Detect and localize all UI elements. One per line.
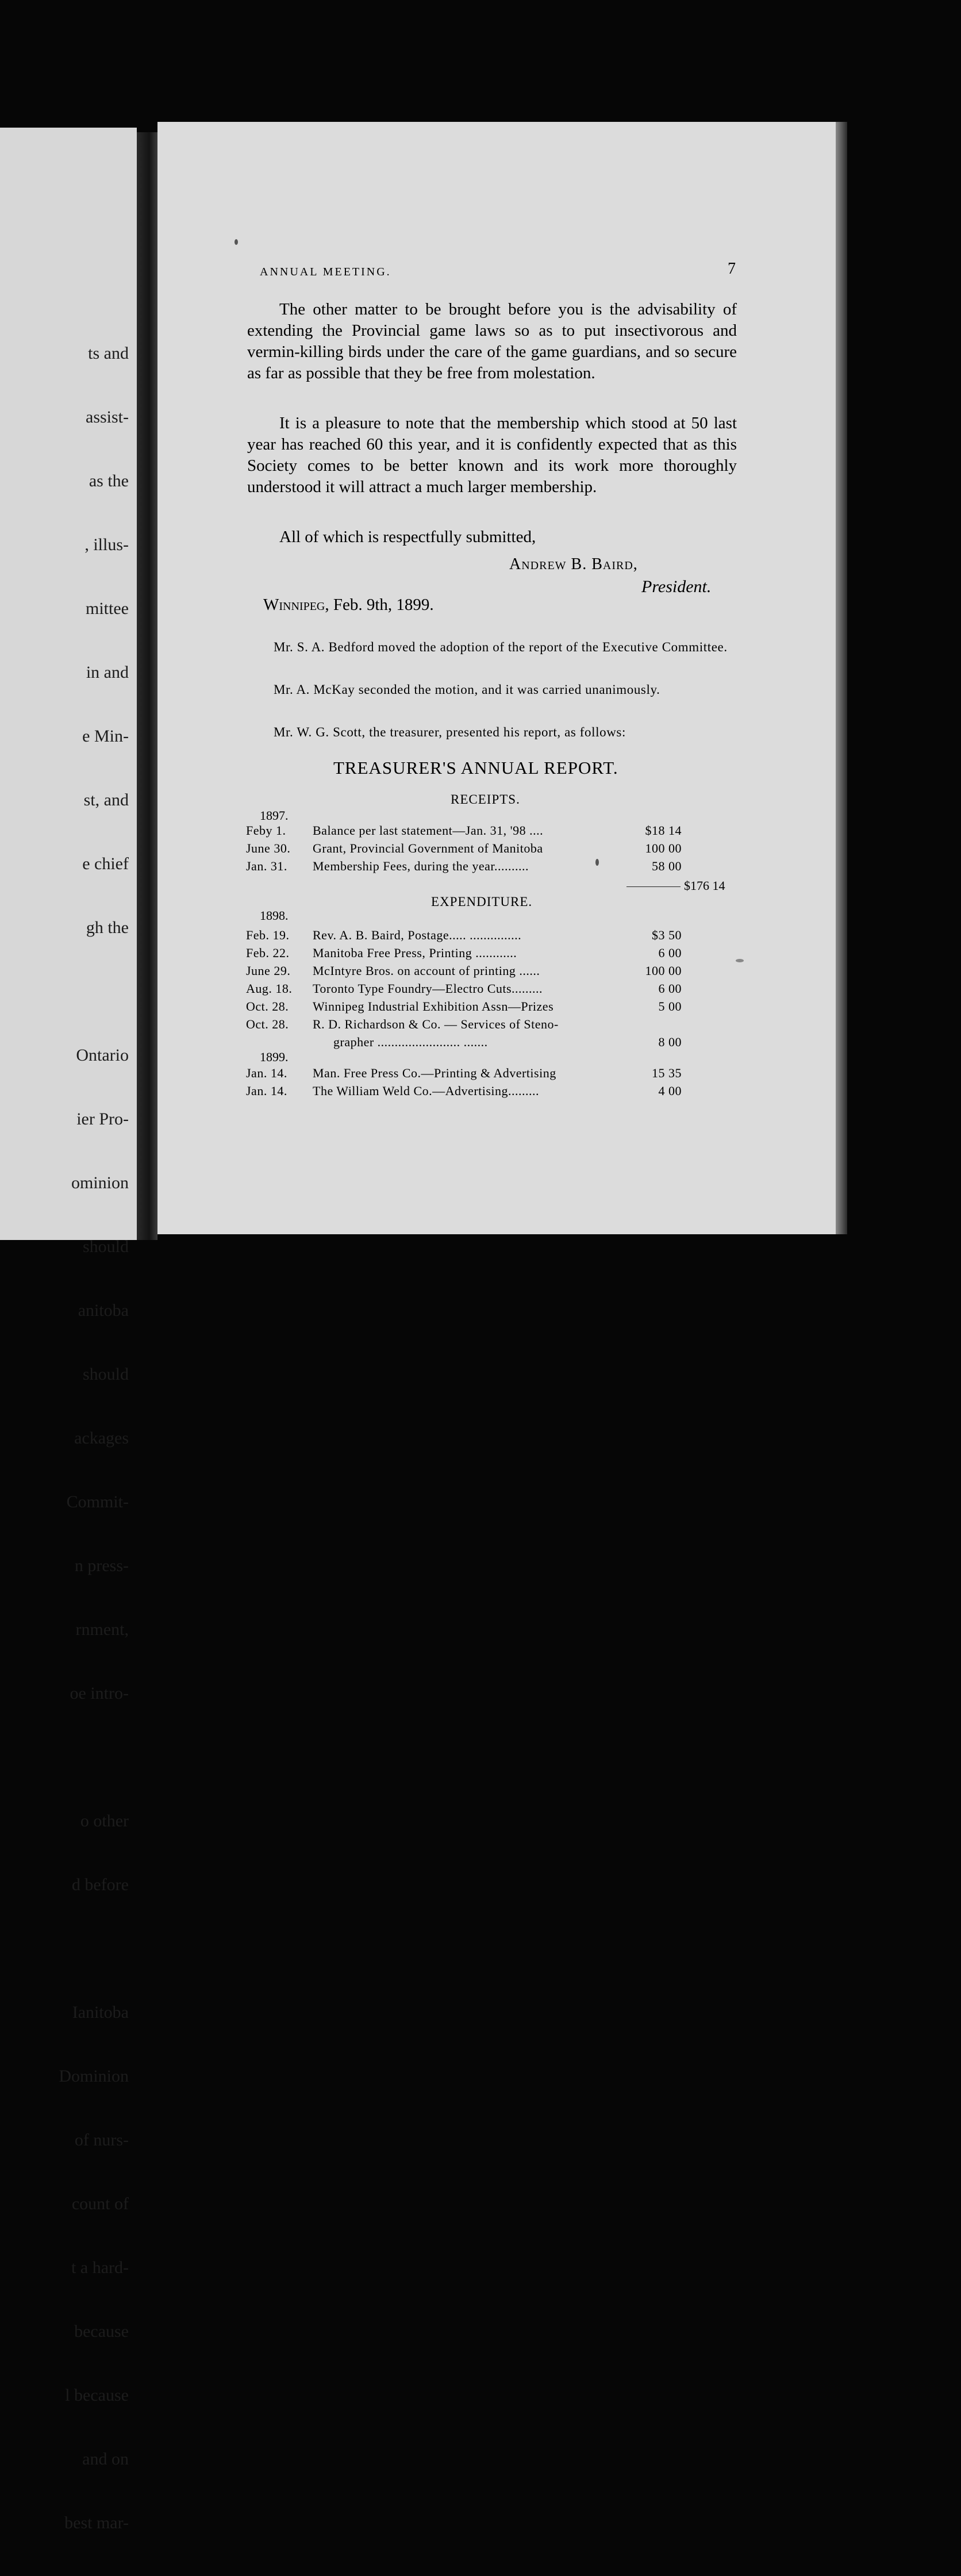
row-amount: $3 50 (652, 928, 682, 942)
row-date: Jan. 14. (246, 1084, 287, 1098)
paragraph-text: The other matter to be brought before you is the advisability of extending the Provincial game laws so as to put insectivorous and vermin-killing birds under the care of the game guardians, and so secure as far as possible that they be free from molestation. (247, 300, 737, 382)
row-date: June 30. (246, 841, 291, 855)
expenditure-row (246, 1035, 683, 1052)
minutes-text: Mr. W. G. Scott, the treasurer, presented his report, as follows: (274, 725, 626, 739)
row-description: Man. Free Press Co.—Printing & Advertising (313, 1066, 556, 1080)
book-gutter (137, 132, 157, 1240)
left-page-text (59, 300, 129, 2576)
left-line: in and (86, 663, 129, 682)
row-amount: 100 00 (645, 841, 682, 855)
row-amount: 15 35 (652, 1066, 682, 1080)
receipts-heading: RECEIPTS. (451, 792, 520, 807)
row-date: Oct. 28. (246, 1017, 289, 1031)
left-line: e Min- (82, 727, 129, 746)
total-rule (626, 886, 681, 887)
row-description: Rev. A. B. Baird, Postage..... ............... (313, 928, 522, 942)
left-line: ackages (74, 1429, 129, 1448)
left-line (59, 1938, 129, 1959)
left-line: Ontario (76, 1046, 129, 1065)
place-date-line (263, 596, 434, 615)
expenditure-row (246, 928, 683, 945)
expenditure-row (246, 1066, 683, 1083)
row-description: Grant, Provincial Government of Manitoba (313, 841, 543, 855)
receipts-total: $176 14 (684, 878, 725, 893)
row-amount: 6 00 (658, 981, 682, 996)
minutes-text: Mr. S. A. Bedford moved the adoption of the report of the Executive Committee. (274, 640, 728, 654)
row-date: Oct. 28. (246, 999, 289, 1013)
left-line: should (82, 1237, 129, 1256)
left-line (59, 1746, 129, 1768)
print-speck (595, 859, 599, 866)
signatory-name: Andrew B. Baird, (509, 555, 638, 573)
row-description: R. D. Richardson & Co. — Services of Steno- (313, 1017, 559, 1031)
year-label: 1898. (260, 908, 289, 923)
row-amount: 6 00 (658, 946, 682, 960)
minutes-entry (247, 723, 737, 741)
minutes-entry (247, 681, 737, 698)
row-description: McIntyre Bros. on account of printing ...... (313, 963, 540, 978)
row-amount: 4 00 (658, 1084, 682, 1098)
minutes-entry (247, 638, 737, 656)
left-line: st, and (83, 790, 129, 809)
left-line: d before (71, 1875, 129, 1894)
place: Winnipeg, (263, 596, 329, 614)
row-description: Toronto Type Foundry—Electro Cuts......... (313, 981, 543, 996)
row-description: Membership Fees, during the year.......... (313, 859, 529, 873)
paragraph-text: It is a pleasure to note that the membership which stood at 50 last year has reached 60 this year, and it is confidently expected that as this Society comes to be better known and its work more thoroughly understood it will attract a much larger membership. (247, 414, 737, 496)
left-facing-page (0, 128, 137, 2532)
row-date: Aug. 18. (246, 981, 293, 996)
minutes-text: Mr. A. McKay seconded the motion, and it was carried unanimously. (274, 682, 660, 697)
report-paragraph (247, 413, 737, 498)
left-line: , illus- (84, 535, 129, 554)
running-head: ANNUAL MEETING. (260, 266, 391, 278)
left-line: as the (89, 471, 129, 490)
row-description: Winnipeg Industrial Exhibition Assn—Prizes (313, 999, 554, 1013)
left-line: ominion (71, 1173, 129, 1192)
left-line: Ianitoba (72, 2003, 129, 2022)
page-edge-shadow (836, 122, 847, 1234)
row-amount: 5 00 (658, 999, 682, 1013)
left-line (59, 981, 129, 1002)
left-line: t a hard- (71, 2258, 129, 2277)
left-line: count of (71, 2194, 129, 2213)
row-date: Feb. 22. (246, 946, 290, 960)
left-line: rnment, (75, 1620, 129, 1639)
row-description: Balance per last statement—Jan. 31, '98 .... (313, 823, 544, 838)
left-line: e chief (82, 854, 129, 873)
year-label: 1899. (260, 1050, 289, 1064)
left-line: because (74, 2322, 129, 2341)
left-line: o other (80, 1811, 129, 1830)
row-description: The William Weld Co.—Advertising......... (313, 1084, 540, 1098)
expenditure-row (246, 963, 683, 981)
left-line: oe intro- (70, 1684, 129, 1703)
row-date: Jan. 31. (246, 859, 287, 873)
receipt-row (246, 841, 683, 858)
expenditure-row (246, 946, 683, 963)
row-amount: 100 00 (645, 963, 682, 978)
date: Feb. 9th, 1899. (333, 596, 434, 614)
expenditure-row (246, 1084, 683, 1101)
left-line: ts and (88, 344, 129, 363)
year-label: 1897. (260, 808, 289, 823)
receipt-row (246, 859, 683, 876)
row-date: Feby 1. (246, 823, 286, 838)
print-speck (235, 239, 238, 245)
row-date: June 29. (246, 963, 291, 978)
row-description: grapher ........................ ....... (313, 1035, 488, 1049)
left-line: l because (65, 2386, 129, 2405)
left-line: n press- (74, 1556, 129, 1575)
left-line: Commit- (66, 1492, 129, 1511)
row-date: Jan. 14. (246, 1066, 287, 1080)
left-line: should (82, 1365, 129, 1384)
row-description: Manitoba Free Press, Printing ............ (313, 946, 517, 960)
row-amount: 58 00 (652, 859, 682, 873)
expenditure-row (246, 1017, 683, 1034)
row-amount: 8 00 (658, 1035, 682, 1049)
paragraph-text: All of which is respectfully submitted, (279, 528, 536, 546)
left-line: ier Pro- (76, 1110, 129, 1128)
row-amount: $18 14 (645, 823, 682, 838)
signatory-title: President. (641, 577, 712, 596)
expenditure-row (246, 981, 683, 999)
report-title: TREASURER'S ANNUAL REPORT. (333, 758, 618, 778)
row-date: Feb. 19. (246, 928, 290, 942)
report-paragraph (247, 299, 737, 384)
receipt-row (246, 823, 683, 840)
left-line: gh the (86, 918, 129, 937)
page-number: 7 (728, 260, 736, 278)
left-line: best mar- (64, 2513, 129, 2532)
report-paragraph (247, 527, 737, 548)
left-line: assist- (86, 408, 129, 427)
expenditure-heading: EXPENDITURE. (431, 895, 533, 909)
left-line: of nurs- (74, 2130, 129, 2149)
left-line: anitoba (78, 1301, 129, 1320)
expenditure-row (246, 999, 683, 1016)
left-line: mittee (86, 599, 129, 618)
print-speck (736, 959, 744, 962)
left-line: Dominion (59, 2067, 129, 2086)
left-line: and on (82, 2450, 129, 2468)
